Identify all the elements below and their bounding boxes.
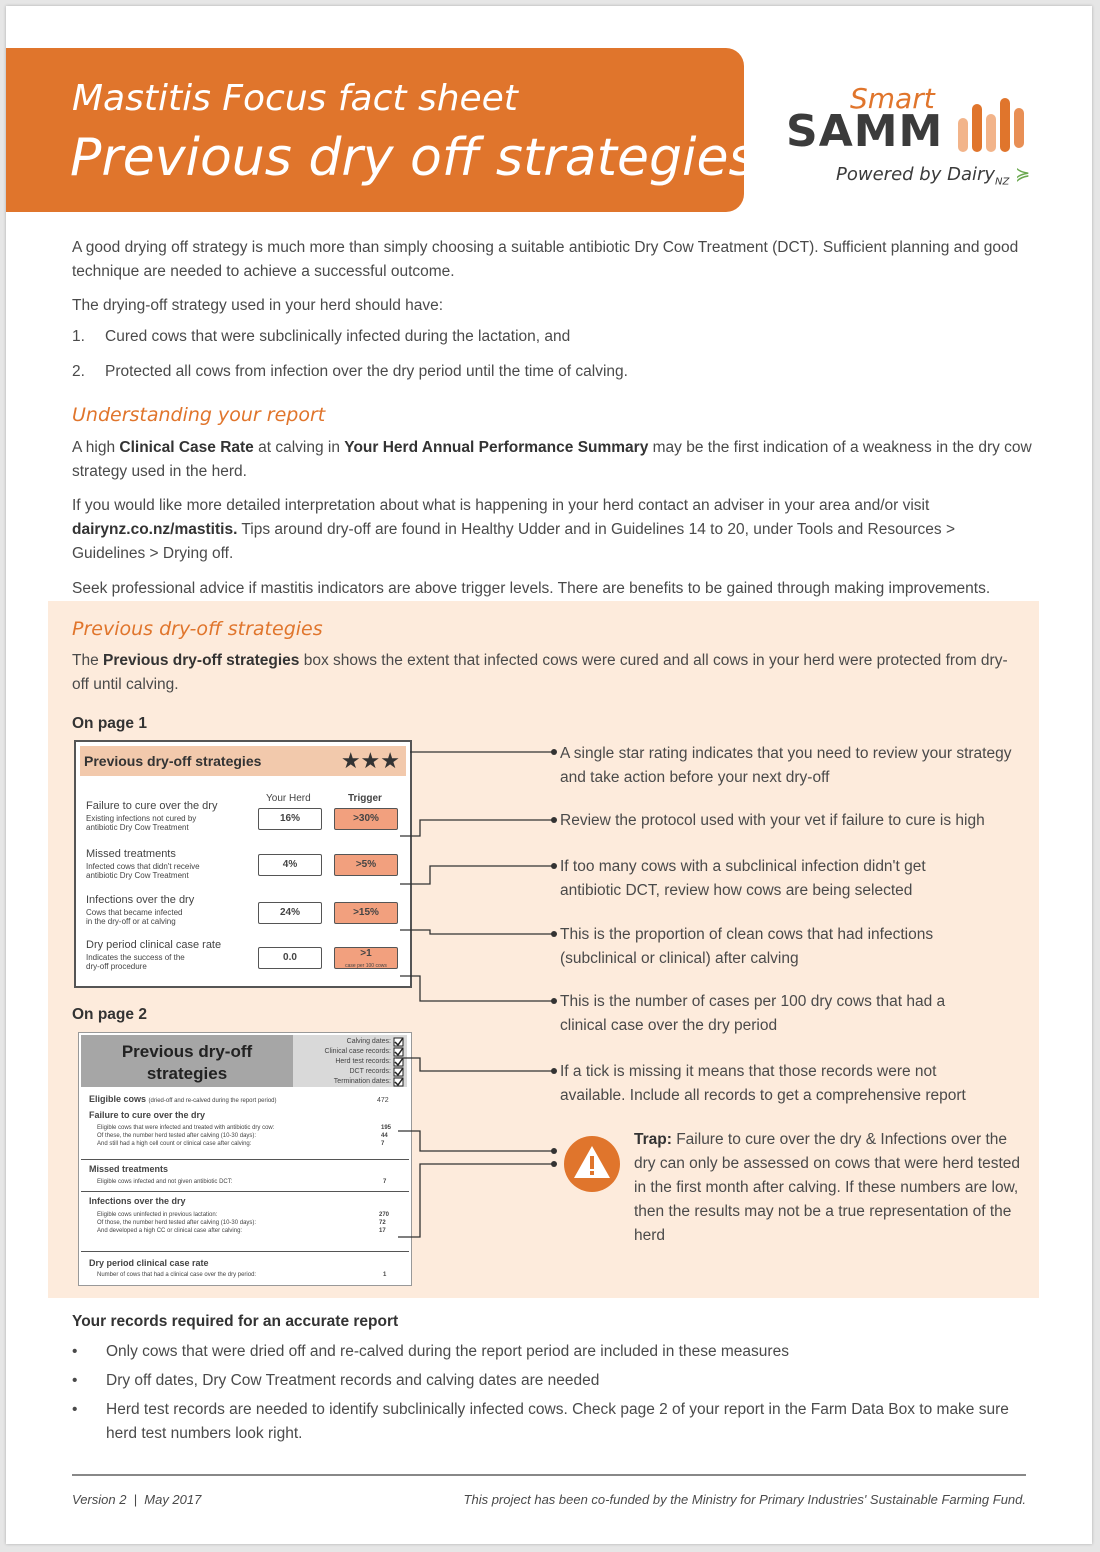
- fig2-section-title: Missed treatments: [89, 1164, 169, 1174]
- fig1-row-desc: Cows that became infected in the dry-off or at calving: [86, 908, 183, 926]
- logo-bars-icon: [956, 96, 1026, 154]
- fig1-value: 4%: [258, 854, 322, 876]
- fig1-col-herd: Your Herd: [266, 793, 311, 804]
- annotation-clinical-rate: This is the number of cases per 100 dry cows that had a clinical case over the dry period: [560, 993, 946, 1034]
- check-label: Calving dates:: [346, 1038, 391, 1045]
- check-label: Clinical case records:: [324, 1048, 391, 1055]
- smartsamm-logo: [786, 82, 1036, 192]
- list-number: 2.: [72, 363, 85, 380]
- intro-paragraph: A good drying off strategy is much more than simply choosing a suitable antibiotic Dry Cow Treatment (DCT). Sufficient planning and good technique are needed to achieve a successful outcome.: [72, 239, 1019, 280]
- dairynz-link[interactable]: dairynz.co.nz/mastitis.: [72, 521, 238, 538]
- fig2-section-title: Infections over the dry: [89, 1196, 186, 1206]
- fig1-value: 24%: [258, 902, 322, 924]
- fig2-section-lines: Eligible cows that were infected and treated with antibiotic dry cow: Of these, the number herd tested after calving (10-30 days): And still had a high cell count or clinical case after calving:: [97, 1125, 275, 1147]
- understanding-heading: Understanding your report: [72, 404, 326, 426]
- check-label: Termination dates:: [333, 1078, 391, 1085]
- fig1-trigger: >15%: [334, 902, 398, 924]
- star-rating-icon: ★★★: [340, 748, 400, 773]
- list-number: 1.: [72, 328, 85, 345]
- page1-label: On page 1: [72, 715, 147, 732]
- fig2-section-lines: Eligible cows uninfected in previous lactation: Of those, the number herd tested after calving (10-30 days): And developed a high CC or clinical case after calving:: [97, 1212, 257, 1234]
- page2-label: On page 2: [72, 1006, 147, 1023]
- header-banner: [6, 48, 756, 212]
- fig1-row-desc: Infected cows that didn't receive antibiotic Dry Cow Treatment: [86, 862, 200, 880]
- fig1-row-label: Failure to cure over the dry: [86, 800, 218, 812]
- understanding-paragraph-3: Seek professional advice if mastitis indicators are above trigger levels. There are benefits to be gained through making improvements.: [72, 580, 991, 597]
- fig1-value: 16%: [258, 808, 322, 830]
- footer-funding: This project has been co-funded by the Ministry for Primary Industries' Sustainable Farming Fund.: [463, 1492, 1026, 1507]
- page1-figure: [74, 740, 412, 988]
- fig1-title: Previous dry-off strategies: [84, 753, 262, 769]
- fig1-header: [80, 746, 406, 776]
- logo-samm-text: SAMM: [786, 106, 944, 157]
- fig1-row-label: Infections over the dry: [86, 894, 195, 906]
- fig1-col-trigger: Trigger: [348, 793, 382, 804]
- records-heading: Your records required for an accurate report: [72, 1313, 399, 1330]
- fig1-trigger: >5%: [334, 854, 398, 876]
- fig1-trigger: >30%: [334, 808, 398, 830]
- annotation-missed-treatments: If too many cows with a subclinical infection didn't get antibiotic DCT, review how cows are being selected: [560, 858, 926, 899]
- header-subtitle: Mastitis Focus fact sheet: [72, 78, 518, 119]
- strategies-heading: Previous dry-off strategies: [72, 618, 323, 640]
- fig2-values: 195 44 7: [381, 1125, 392, 1147]
- fig2-checks: [293, 1035, 407, 1087]
- annotation-missing-tick: If a tick is missing it means that those records were not available. Include all records to get a comprehensive report: [560, 1063, 966, 1104]
- fig2-eligible: Eligible cows (dried-off and re-calved during the report period): [89, 1094, 277, 1104]
- trap-note: Trap: Failure to cure over the dry & Infections over the dry can only be assessed on cows that were herd tested in the first month after calving. If these numbers are low, then the results may not be a true representation of the herd: [634, 1131, 1020, 1244]
- list-item: Protected all cows from infection over the dry period until the time of calving.: [105, 363, 628, 380]
- page-title: Previous dry off strategies: [70, 128, 756, 188]
- fig2-section-title: Dry period clinical case rate: [89, 1258, 209, 1268]
- check-label: DCT records:: [349, 1068, 391, 1075]
- logo-powered-by: Powered by Dairy$_{NZ}$ ≽: [836, 164, 1031, 188]
- annotation-failure-to-cure: Review the protocol used with your vet if failure to cure is high: [560, 812, 985, 829]
- fig1-trigger: >1 case per 100 cows: [334, 947, 398, 969]
- fig2-section-lines: Eligible cows infected and not given antibiotic DCT:: [97, 1179, 233, 1185]
- fig2-section-lines: Number of cows that had a clinical case over the dry period:: [97, 1272, 257, 1278]
- logo-smart-text: Smart: [850, 82, 935, 115]
- fig2-title: Previous dry-off strategies: [121, 1042, 253, 1083]
- fig2-value: 472: [377, 1097, 389, 1104]
- understanding-paragraph-1: A high Clinical Case Rate at calving in Your Herd Annual Performance Summary may be the first indication of a weakness in the dry cow strategy used in the herd.: [72, 439, 1032, 480]
- fig1-row-desc: Indicates the success of the dry-off procedure: [86, 953, 185, 971]
- intro-lead: The drying-off strategy used in your herd should have:: [72, 297, 444, 314]
- fig2-value: 7: [383, 1179, 387, 1185]
- fig2-values: 270 72 17: [379, 1212, 390, 1234]
- list-item: Cured cows that were subclinically infected during the lactation, and: [105, 328, 571, 345]
- fig1-row-label: Dry period clinical case rate: [86, 939, 222, 951]
- warning-icon: [562, 1134, 622, 1194]
- checkbox-ticks-icon: [393, 1037, 405, 1087]
- fig2-section-title: Failure to cure over the dry: [89, 1110, 206, 1120]
- strategies-paragraph: The Previous dry-off strategies box shows the extent that infected cows were cured and all cows in your herd were protected from dry-off until calving.: [72, 652, 1008, 693]
- annotation-infections: This is the proportion of clean cows that had infections (subclinical or clinical) after calving: [560, 926, 934, 967]
- annotation-star-rating: A single star rating indicates that you need to review your strategy and take action before your next dry-off: [560, 745, 1012, 786]
- footer-divider: [72, 1474, 1026, 1476]
- fig1-value: 0.0: [258, 947, 322, 969]
- fig1-row-label: Missed treatments: [86, 848, 176, 860]
- page2-figure: [78, 1032, 412, 1286]
- fig2-header: [81, 1035, 293, 1087]
- understanding-paragraph-2: If you would like more detailed interpretation about what is happening in your herd contact an adviser in your area and/or visit dairynz.co.nz/mastitis. Tips around dry-off are found in Healthy Udder and in Guidelines 14 to 20, under Tools and Resources > Guidelines > Drying off.: [72, 497, 955, 562]
- fig2-value: 1: [383, 1272, 387, 1278]
- fig1-row-desc: Existing infections not cured by antibiotic Dry Cow Treatment: [86, 814, 197, 832]
- footer-version: Version 2 | May 2017: [72, 1492, 202, 1507]
- check-label: Herd test records:: [335, 1058, 391, 1065]
